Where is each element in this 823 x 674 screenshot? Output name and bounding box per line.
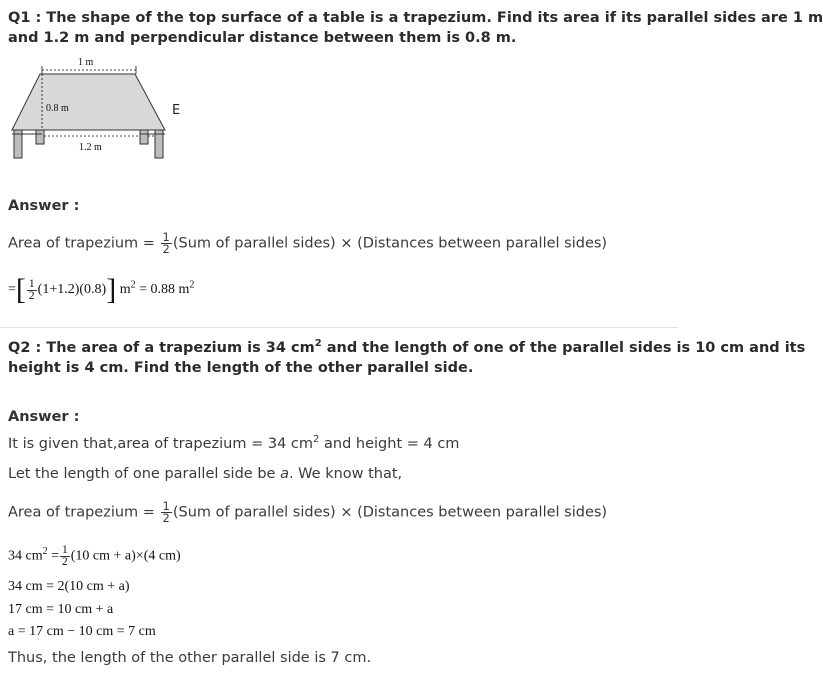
calc-expression: (1+1.2)(0.8)	[37, 282, 107, 298]
a2-let: Let the length of one parallel side be a. We know that,	[8, 466, 403, 482]
q1-line1: Q1 : The shape of the top surface of a table is a trapezium. Find its area if its parallel sides are 1 m	[8, 10, 823, 26]
figure-top-label: 1 m	[78, 57, 94, 68]
a2-formula	[8, 501, 607, 524]
divider	[0, 327, 678, 328]
calc-unit: m	[119, 282, 131, 298]
half-fraction: $\frac{1}{2}$	[28, 277, 35, 302]
half-fraction: $\frac{1}{2}$	[162, 230, 170, 256]
formula-suffix: (Sum of parallel sides) × (Distances between parallel sides)	[172, 235, 608, 252]
trapezium-top	[12, 74, 165, 130]
a2-answer-label: Answer :	[8, 409, 80, 425]
table-leg	[140, 130, 148, 144]
formula-prefix: Area of trapezium =	[8, 504, 155, 521]
a2-conclusion: Thus, the length of the other parallel side is 7 cm.	[8, 650, 372, 666]
table-leg	[36, 130, 44, 144]
q2-question	[8, 338, 805, 378]
a1-calculation: =[ $\frac{1}{2}$ (1+1.2)(0.8)] $m^2 = 0.88$ $m^2$	[8, 273, 195, 306]
a2-given: It is given that,area of trapezium = 34 $cm^2$ and height = 4 cm	[8, 434, 460, 452]
half-fraction: $\frac{1}{2}$	[162, 499, 170, 525]
formula-suffix: (Sum of parallel sides) × (Distances between parallel sides)	[172, 504, 608, 521]
a2-step2: 34 cm = 2(10 cm + a)	[8, 579, 130, 594]
calc-result: = 0.88 m	[139, 282, 190, 298]
figure-height-label: 0.8 m	[46, 103, 69, 114]
half-fraction: $\frac{1}{2}$	[62, 544, 68, 568]
a1-formula	[8, 232, 607, 255]
a2-step4: a = 17 cm − 10 cm = 7 cm	[8, 624, 156, 639]
a1-answer-label: Answer :	[8, 198, 80, 214]
q2-line1: Q2 : The area of a trapezium is 34 $cm^2$ and the length of one of the parallel sides is 10 cm and its	[8, 338, 806, 356]
a2-step3: 17 cm = 10 cm + a	[8, 602, 114, 617]
q1-question	[8, 8, 823, 48]
q2-line2: height is 4 cm. Find the length of the other parallel side.	[8, 360, 474, 376]
a2-step1: 34 $cm^2$ = $\frac{1}{2}$ (10 cm + a)×(4 cm)	[8, 544, 181, 568]
formula-prefix: Area of trapezium =	[8, 235, 155, 252]
figure-corner-label: E	[172, 103, 181, 118]
figure-bottom-label: 1.2 m	[79, 142, 102, 153]
q1-line2: and 1.2 m and perpendicular distance between them is 0.8 m.	[8, 30, 517, 46]
